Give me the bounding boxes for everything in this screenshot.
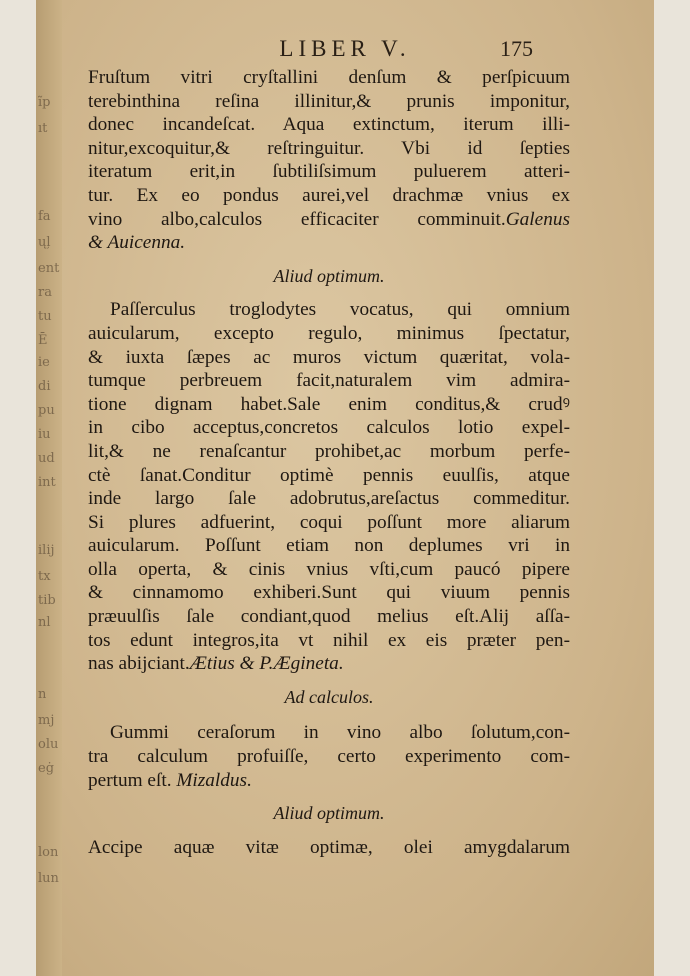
author-citation: Mizaldus. (176, 769, 252, 791)
text-line: terebinthina reſina illinitur,& prunis imponitur, (88, 90, 570, 112)
text-line: præuulſis ſale condiant,quod melius eſt.Alij aſſa- (88, 606, 570, 628)
page-number: 175 (500, 36, 533, 61)
text-line: iteratum erit,in ſubtiliſsimum puluerem atteri- (88, 161, 570, 183)
text-line: olla operta, & cinis vnius vſti,cum paucó pipere (88, 558, 570, 580)
section-heading: Aliud optimum. (273, 803, 385, 824)
text-line: Accipe aquæ vitæ optimæ, olei amygdalarum (88, 836, 570, 858)
margin-bleed-text: olu (38, 737, 59, 752)
margin-bleed-text: ent (38, 261, 60, 276)
book-page (36, 0, 654, 976)
author-citation: Ætius & P.Ægineta. (189, 653, 344, 675)
running-title: LIBER V. (279, 36, 411, 61)
margin-bleed-text: ųļ (38, 235, 51, 250)
section-heading: Aliud optimum. (273, 265, 385, 286)
margin-bleed-text: pu (38, 403, 55, 418)
text-line: tur. Ex eo pondus aurei,vel drachmæ vnius ex (88, 184, 570, 206)
margin-bleed-text: ĩp (38, 95, 51, 110)
text-line: tos edunt integros,ita vt nihil ex eis præter pen- (88, 629, 570, 651)
margin-bleed-text: ra (38, 285, 52, 300)
author-citation: Galenus (505, 208, 570, 230)
margin-bleed-text: ıt (38, 121, 48, 136)
text-line: donec incandeſcat. Aqua extinctum, iterum illi- (88, 114, 570, 136)
page-body (88, 66, 570, 859)
margin-bleed-text: tu (38, 309, 52, 324)
author-citation: & Auicenna. (88, 232, 186, 254)
margin-bleed-text: lun (38, 871, 59, 886)
text-segment: pertum eſt. (88, 769, 172, 791)
margin-bleed-text: tib (38, 593, 56, 608)
text-line: tumque perbreuem facit,naturalem vim admira- (88, 370, 570, 392)
text-line (88, 208, 570, 232)
margin-bleed-text: mj (38, 713, 55, 728)
text-line: tra calculum profuiſſe, certo experimento com- (88, 746, 570, 768)
text-line: ctè ſanat.Conditur optimè pennis euulſis, atque (88, 464, 570, 486)
text-line: Paſſerculus troglodytes vocatus, qui omnium (110, 299, 570, 321)
margin-bleed-text: fa (38, 209, 51, 224)
margin-bleed-text: nl (38, 615, 51, 630)
text-line: auicularum. Poſſunt etiam non deplumes vri in (88, 535, 570, 557)
text-line: lit,& ne renaſcantur prohibet,ac morbum perfe- (88, 440, 570, 462)
text-line: Gummi ceraſorum in vino albo ſolutum,con- (110, 722, 570, 744)
margin-bleed-text: ud (38, 451, 55, 466)
margin-bleed-text: iu (38, 427, 51, 442)
text-line: in cibo acceptus,concretos calculos lotio expel- (88, 417, 570, 439)
text-line: auicularum, excepto regulo, minimus ſpectatur, (88, 322, 570, 344)
text-line: Si plures adfuerint, coqui poſſunt more aliarum (88, 511, 570, 533)
margin-bleed-text: ie (38, 355, 50, 370)
text-line: & iuxta ſæpes ac muros victum quæritat, vola- (88, 346, 570, 368)
margin-bleed-text: Ē (38, 333, 48, 348)
text-line: & cinnamomo exhiberi.Sunt qui viuum pennis (88, 582, 570, 604)
text-line (88, 652, 570, 676)
text-segment: vino albo,calculos efficaciter comminuit. (88, 208, 506, 230)
text-line (88, 769, 570, 793)
text-line: nitur,excoquitur,& reſtringuitur. Vbi id ſepties (88, 137, 570, 159)
text-line: tione dignam habet.Sale enim conditus,& crudꝰ (88, 393, 570, 415)
margin-bleed-text: n (38, 687, 47, 702)
text-segment: nas abijciant. (88, 653, 190, 675)
margin-bleed-text: eġ (38, 761, 55, 776)
margin-bleed-text: tx (38, 569, 51, 584)
section-heading: Ad calculos. (284, 686, 374, 707)
margin-bleed-text: lon (38, 845, 59, 860)
margin-bleed-text: int (38, 475, 56, 490)
text-line: inde largo ſale adobrutus,areſactus commeditur. (88, 488, 570, 510)
binding-gutter (36, 0, 62, 976)
text-line (88, 231, 570, 255)
margin-bleed-text: ilij (38, 543, 55, 558)
text-line: Fruſtum vitri cryſtallini denſum & perſpicuum (88, 67, 570, 88)
margin-bleed-text: di (38, 379, 51, 394)
